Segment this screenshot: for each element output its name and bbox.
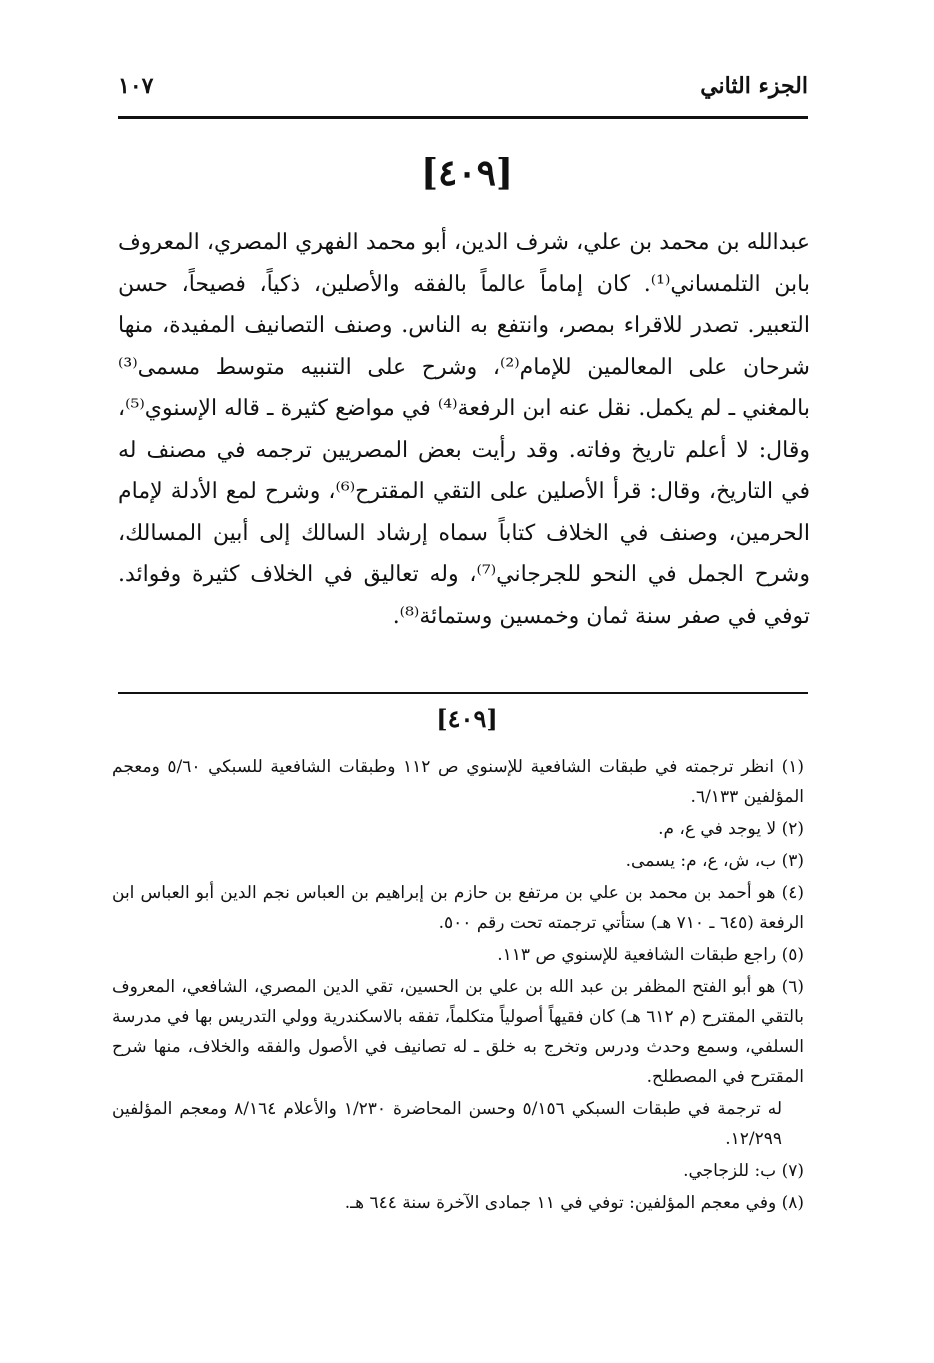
entry-text: عبدالله بن محمد بن علي، شرف الدين، أبو محمد الفهري المصري، المعروف بابن التلمساني⁽¹⁾. كان إماماً عالماً بالفقه والأصلين، ذكياً، فصيحاً، حسن التعبير. تصدر للاقراء بمصر، وانتفع به الناس. وصنف التصانيف المفيدة، منها شرحان على المعالمين للإمام⁽²⁾، وشرح على التنبيه متوسط مسمى⁽³⁾ بالمغني ـ لم يكمل. نقل عنه ابن الرفعة⁽⁴⁾ في مواضع كثيرة ـ قاله الإسنوي⁽⁵⁾، وقال: لا أعلم تاريخ وفاته. وقد رأيت بعض المصريين ترجمه في مصنف له في التاريخ، وقال: قرأ الأصلين على التقي المقترح⁽⁶⁾، وشرح لمع الأدلة لإمام الحرمين، وصنف في الخلاف كتاباً سماه إرشاد السالك إلى أبين المسالك، وشرح الجمل في النحو للجرجاني⁽⁷⁾، وله تعاليق في الخلاف كثيرة وفوائد. توفي في صفر سنة ثمان وخمسين وستمائة⁽⁸⁾.	[118, 230, 810, 629]
footnote-6-continuation: له ترجمة في طبقات السبكي ٥/١٥٦ وحسن المحاضرة ١/٢٣٠ والأعلام ٨/١٦٤ ومعجم المؤلفين ١٢/٢٩٩.	[112, 1099, 782, 1149]
entry-number: [٤٠٩]	[420, 152, 514, 194]
footnote-3: (٣) ب، ش، ع، م: يسمى.	[625, 851, 804, 871]
footnote-1: (١) انظر ترجمته في طبقات الشافعية للإسنوي ص ١١٢ وطبقات الشافعية للسبكي ٥/٦٠ ومعجم المؤلفين ٦/١٣٣.	[112, 757, 804, 807]
running-header	[118, 66, 808, 106]
footnote-2: (٢) لا يوجد في ع، م.	[658, 819, 804, 839]
footnote-8: (٨) وفي معجم المؤلفين: توفي في ١١ جمادى الآخرة سنة ٦٤٤ هـ.	[344, 1193, 804, 1213]
footnote-5: (٥) راجع طبقات الشافعية للإسنوي ص ١١٣.	[497, 945, 804, 965]
footnote-6: (٦) هو أبو الفتح المظفر بن عبد الله بن علي بن الحسين، تقي الدين المصري، الشافعي، المعروف بالتقي المقترح (م ٦١٢ هـ) كان فقيهاً أصولياً متكلماً، تفقه بالاسكندرية وولي التدريس بها في مدرسة السلفي، وسمع وحدث ودرس وتخرج به خلق ـ له تصانيف في الأصول والفقه والخلاف، منها شرح المقترح في المصطلح.	[112, 977, 804, 1087]
section-title: الجزء الثاني	[700, 73, 808, 99]
footnotes-title: [٤٠٩]	[436, 704, 498, 733]
footnote-4: (٤) هو أحمد بن محمد بن علي بن مرتفع بن حازم بن إبراهيم بن العباس نجم الدين أبو العباس ابن الرفعة (٦٤٥ ـ ٧١٠ هـ) ستأتي ترجمته تحت رقم ٥٠٠.	[112, 883, 804, 933]
footnotes	[112, 752, 804, 1220]
page-number: ١٠٧	[118, 73, 154, 99]
footnote-7: (٧) ب: للزجاجي.	[683, 1161, 804, 1181]
footnotes-rule	[118, 692, 808, 694]
header-rule	[118, 116, 808, 119]
